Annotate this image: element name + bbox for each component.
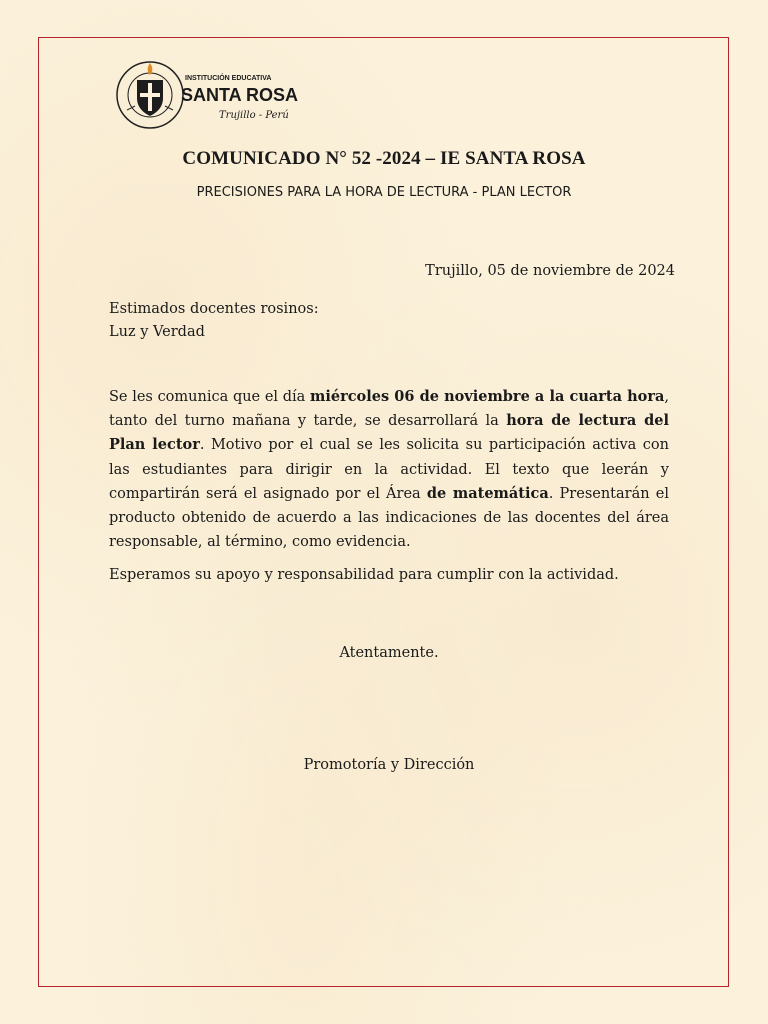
page-title: COMUNICADO N° 52 -2024 – IE SANTA ROSA [182,148,586,169]
body-bold-activity: hora de lectura del Plan lector [109,412,669,454]
body-text-2: , tanto del turno mañana y tarde, se desarrollará la [109,389,669,430]
logo-top-text: INSTITUCIÓN EDUCATIVA [185,75,272,82]
closing-text: Atentamente. [339,645,439,661]
body-paragraph [109,385,669,554]
greeting-line-2: Luz y Verdad [109,324,205,340]
greeting-line-1: Estimados docentes rosinos: [109,301,319,317]
body-bold-date: miércoles 06 de noviembre a la cuarta hora [310,388,665,405]
support-paragraph: Esperamos su apoyo y responsabilidad para cumplir con la actividad. [109,567,619,583]
santa-rosa-seal-icon [115,60,300,130]
greeting [109,298,319,344]
body-text-1: Se les comunica que el día [109,389,311,405]
body-bold-area: de matemática [426,484,549,502]
letter-date: Trujillo, 05 de noviembre de 2024 [425,263,675,279]
signature: Promotoría y Dirección [303,757,475,773]
body-text-4: . Presentarán el producto obtenido de acuerdo a las indicaciones de las docentes del área responsable, al término, como evidencia. [109,485,669,551]
school-logo [115,60,300,130]
body-text-3: . Motivo por el cual se les solicita su participación activa con las estudiantes para dirigir en la actividad. El texto que leerán y compartirán será el asignado por el Área [109,437,670,502]
logo-school-name: SANTA ROSA [181,85,298,105]
logo-city: Trujillo - Perú [219,110,289,121]
page-subtitle: PRECISIONES PARA LA HORA DE LECTURA - PLAN LECTOR [196,185,572,200]
